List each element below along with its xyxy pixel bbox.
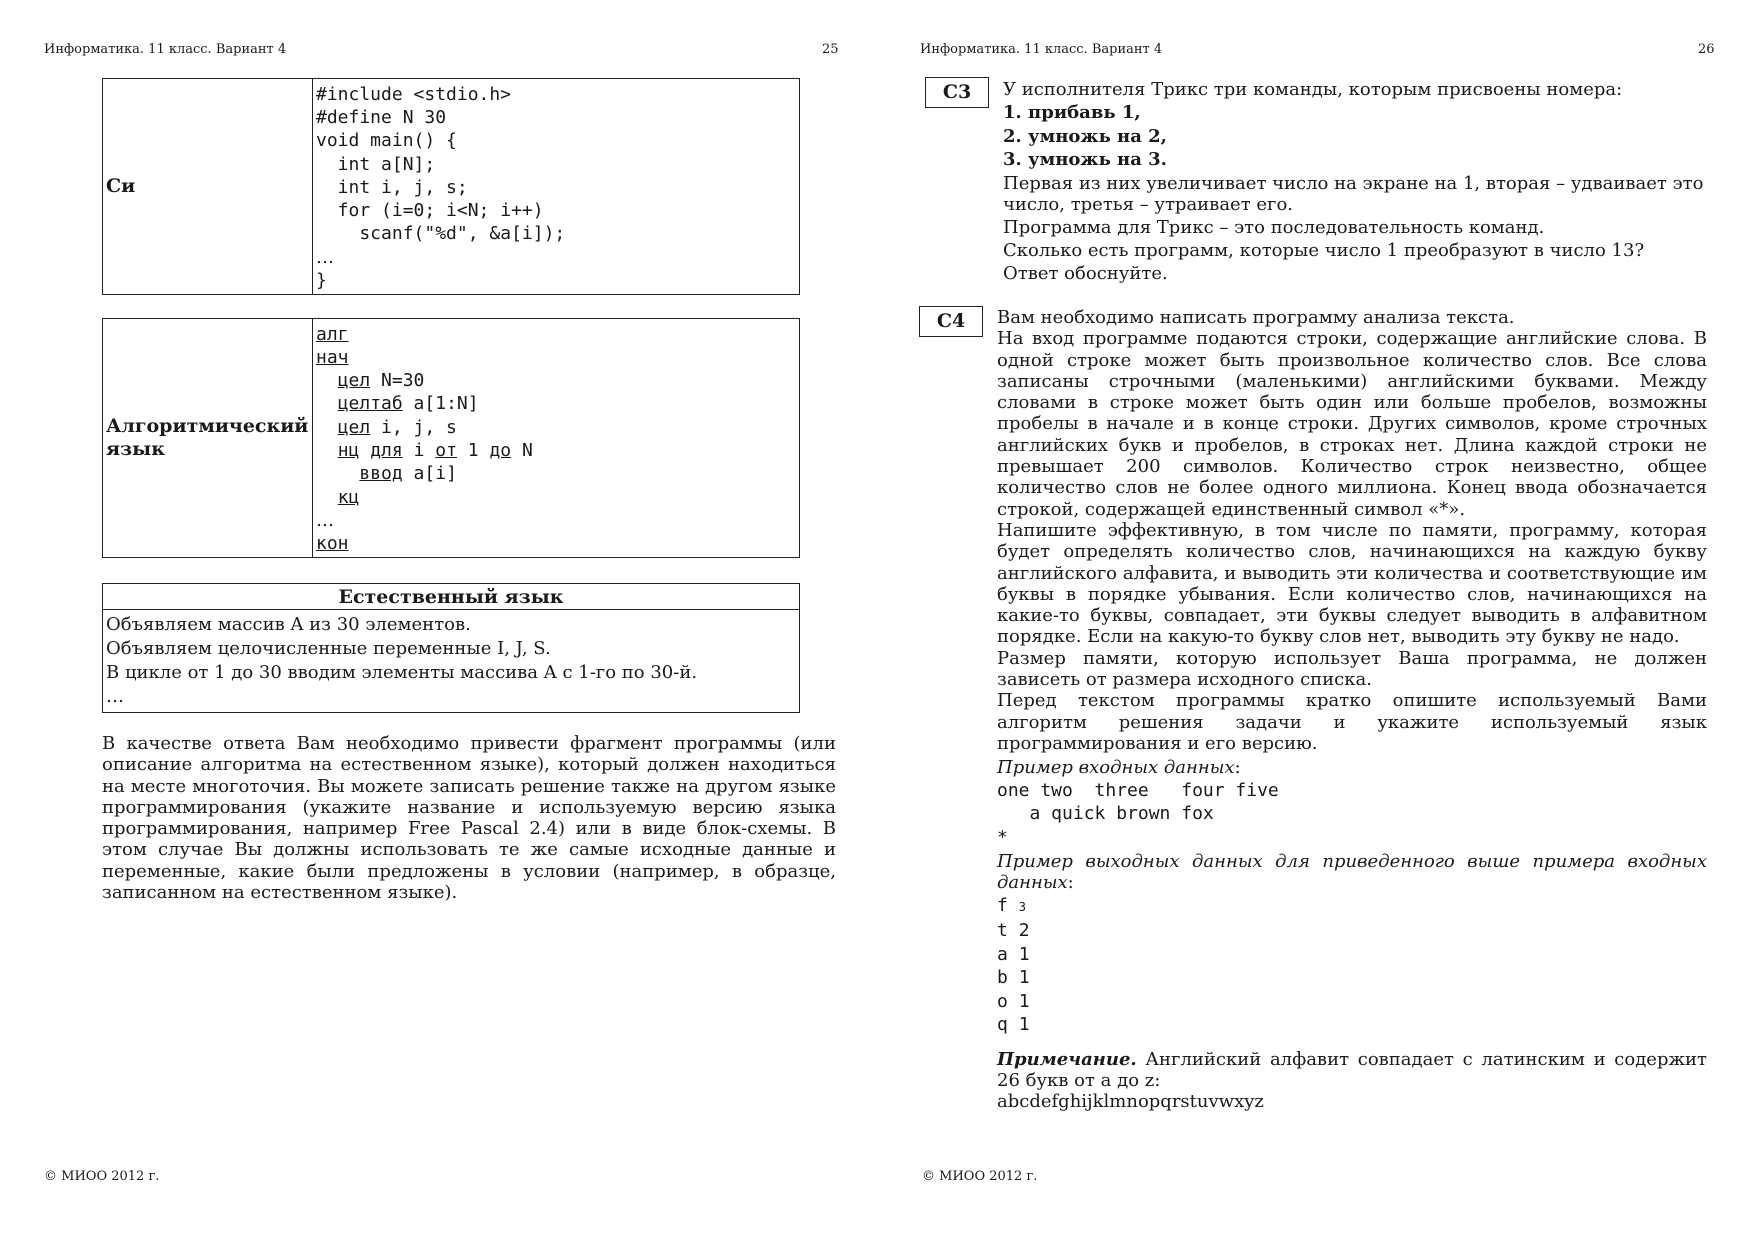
- output-count: 1: [1018, 990, 1030, 1012]
- c3-line: Ответ обоснуйте.: [1003, 263, 1168, 285]
- c4-paragraph: На вход программе подаются строки, содержащие английские слова. В одной строке может быть произвольное количество слов. Все слова записаны строчными (маленькими) английскими буквами. Между словами в строке может быть один или больше пробелов, возможны пробелы в начале и в конце строки. Других символов, кроме строчных английских букв и пробелов, в строках нет. Длина каждой строки не превышает 200 символов. Количество строк неизвестно, общее количество слов не более одного миллиона. Конец ввода обозначается строкой, содержащей единственный символ «*».: [997, 328, 1707, 520]
- task-c3-label: C3: [925, 77, 989, 108]
- code-fragment: i: [402, 440, 436, 461]
- task-c4-label: C4: [919, 306, 983, 337]
- output-letter: a: [997, 943, 1008, 965]
- code-line: int i, j, s;: [316, 176, 468, 198]
- task-c4-body: Вам необходимо написать программу анализа текста. На вход программе подаются строки, содержащие английские слова. В одной строке может быть произвольное количество слов. Все слова записаны строчными (маленькими) английскими буквами. Между словами в строке может быть один или больше пробелов, возможны пробелы в начале и в конце строки. Других символов, кроме строчных английских букв и пробелов, в строках нет. Длина каждой строки не превышает 200 символов. Количество строк неизвестно, общее количество слов не более одного миллиона. Конец ввода обозначается строкой, содержащей единственный символ «*». Напишите эффективную, в том числе по памяти, программу, которая будет определять количество слов, начинающихся на каждую букву английского алфавита, и выводить эти количества и соответствующие им буквы в порядке убывания. Если количество слов, начинающихся на какие-то буквы, совпадает, эти буквы следует выводить в алфавитном порядке. Если на какую-то букву слов нет, выводить эту букву не надо. Размер памяти, которую использует Ваша программа, не должен зависеть от размера исходного списка. Перед текстом программы кратко опишите используемый Вами алгоритм решения задачи и укажите используемый язык программирования и его версию. Пример входных данных: one two three four five a quick brown fox * Пример выходных данных для приведенного выше примера входных данных: f 3 t 2 a 1 b 1 o 1 q 1 Примечание. Английский алфавит совпадает с латинским и содержит 26 букв от a до z: abcdefghijklmnopqrstuvwxyz: [997, 307, 1707, 1113]
- code-line: scanf("%d", &a[i]);: [316, 223, 566, 245]
- input-example-label: Пример входных данных: [997, 757, 1235, 779]
- kw-ot: от: [435, 440, 457, 461]
- code-line: }: [316, 270, 327, 292]
- left-page-footer: © МИОО 2012 г.: [44, 1169, 160, 1184]
- output-count: 1: [1018, 1014, 1030, 1036]
- code-fragment: a[1:N]: [402, 393, 479, 415]
- kw-nach: нач: [316, 346, 349, 368]
- output-count: 2: [1018, 920, 1030, 942]
- c3-intro: У исполнителя Трикс три команды, которым присвоены номера:: [1003, 79, 1623, 100]
- right-page-header-title: Информатика. 11 класс. Вариант 4: [920, 42, 1163, 57]
- c3-line: Первая из них увеличивает число на экране на 1, вторая – удваивает это число, третья – утраивает его.: [1003, 173, 1704, 216]
- kw-dlya: для: [370, 440, 403, 461]
- output-count: 1: [1018, 967, 1030, 989]
- code-fragment: i, j, s: [370, 416, 457, 438]
- code-line-ellipsis: …: [316, 509, 334, 531]
- c3-command: 1. прибавь 1,: [1003, 102, 1141, 124]
- code-fragment: N: [511, 440, 533, 461]
- kw-kon: кон: [316, 533, 349, 555]
- input-line: *: [997, 826, 1008, 848]
- c3-command: 3. умножь на 3.: [1003, 148, 1167, 170]
- left-page-number: 25: [822, 42, 839, 57]
- natural-line: Объявляем массив A из 30 элементов.: [106, 614, 471, 635]
- c3-line: Программа для Трикс – это последовательность команд.: [1003, 216, 1545, 238]
- code-fragment: a[i]: [402, 463, 457, 485]
- kw-vvod: ввод: [359, 463, 403, 485]
- output-count: 1: [1018, 943, 1030, 965]
- natural-language-table: [102, 583, 800, 713]
- c3-command: 2. умножь на 2,: [1003, 125, 1167, 147]
- output-count: 3: [1018, 899, 1026, 914]
- natural-language-body: [103, 610, 800, 713]
- kw-cel: цел: [337, 416, 371, 438]
- kw-nc: нц: [337, 440, 360, 461]
- code-fragment: N=30: [370, 370, 425, 392]
- output-letter: b: [997, 967, 1008, 989]
- alphabet-line: abcdefghijklmnopqrstuvwxyz: [997, 1091, 1264, 1113]
- output-letter: t: [997, 920, 1008, 942]
- code-fragment: 1: [456, 440, 490, 461]
- c4-paragraph: Размер памяти, которую использует Ваша программа, не должен зависеть от размера исходного списка.: [997, 647, 1707, 691]
- right-page-number: 26: [1698, 42, 1715, 57]
- kw-kc: кц: [337, 486, 360, 508]
- output-example-label: Пример выходных данных для приведенного выше примера входных данных: [997, 851, 1707, 894]
- alg-lang-label: Алгоритмический язык: [103, 319, 313, 558]
- answer-instructions: В качестве ответа Вам необходимо привести фрагмент программы (или описание алгоритма на естественном языке), который должен находиться на месте многоточия. Вы можете записать решение также на другом языке программирования (укажите название и используемую версию языка программирования, например Free Pascal 2.4) или в виде блок-схемы. В этом случае Вы должны использовать те же самые исходные данные и переменные, какие были предложены в условии (например, в образце, записанном на естественном языке).: [102, 733, 836, 904]
- output-letter: o: [997, 990, 1008, 1012]
- c4-paragraph: Напишите эффективную, в том числе по памяти, программу, которая будет определять количество слов, начинающихся на каждую букву английского алфавита, и выводить эти количества и соответствующие им буквы в порядке убывания. Если количество слов, начинающихся на какие-то буквы, совпадает, эти буквы следует выводить в алфавитном порядке. Если на какую-то букву слов нет, выводить эту букву не надо.: [997, 519, 1707, 648]
- c-code-block: [313, 79, 800, 295]
- code-line: for (i=0; i<N; i++): [316, 200, 544, 222]
- natural-language-title: Естественный язык: [103, 584, 800, 610]
- code-line: #include <stdio.h>: [316, 83, 512, 105]
- alg-code-block: [313, 319, 800, 558]
- left-page-header-title: Информатика. 11 класс. Вариант 4: [44, 42, 287, 57]
- input-line: one two three four five: [997, 779, 1279, 801]
- c4-paragraph: Перед текстом программы кратко опишите используемый Вами алгоритм решения задачи и укажите используемый язык программирования и его версию.: [997, 690, 1707, 754]
- output-letter: f: [997, 894, 1008, 916]
- c4-paragraph: Вам необходимо написать программу анализа текста.: [997, 307, 1515, 328]
- code-line-ellipsis: …: [316, 246, 334, 268]
- natural-line: Объявляем целочисленные переменные I, J, S.: [106, 638, 551, 659]
- kw-cel: цел: [337, 370, 371, 392]
- c3-line: Сколько есть программ, которые число 1 преобразуют в число 13?: [1003, 240, 1645, 262]
- kw-alg: алг: [316, 323, 349, 345]
- note-label: Примечание.: [997, 1048, 1137, 1070]
- c-code-table: [102, 78, 800, 295]
- natural-line: В цикле от 1 до 30 вводим элементы массива A с 1-го по 30-й.: [106, 662, 698, 683]
- task-c3-body: [1003, 78, 1711, 286]
- c-lang-label: Си: [103, 79, 313, 295]
- kw-do: до: [489, 440, 512, 461]
- code-line: #define N 30: [316, 106, 447, 128]
- natural-line: …: [106, 686, 124, 707]
- note-text: Английский алфавит совпадает с латинским и содержит 26 букв от a до z:: [997, 1048, 1707, 1091]
- input-line: a quick brown fox: [997, 803, 1214, 825]
- alg-code-table: [102, 318, 800, 558]
- code-line: void main() {: [316, 130, 457, 152]
- kw-celtab: целтаб: [337, 393, 403, 415]
- code-line: int a[N];: [316, 153, 436, 175]
- right-page-footer: © МИОО 2012 г.: [922, 1169, 1038, 1184]
- output-letter: q: [997, 1014, 1008, 1036]
